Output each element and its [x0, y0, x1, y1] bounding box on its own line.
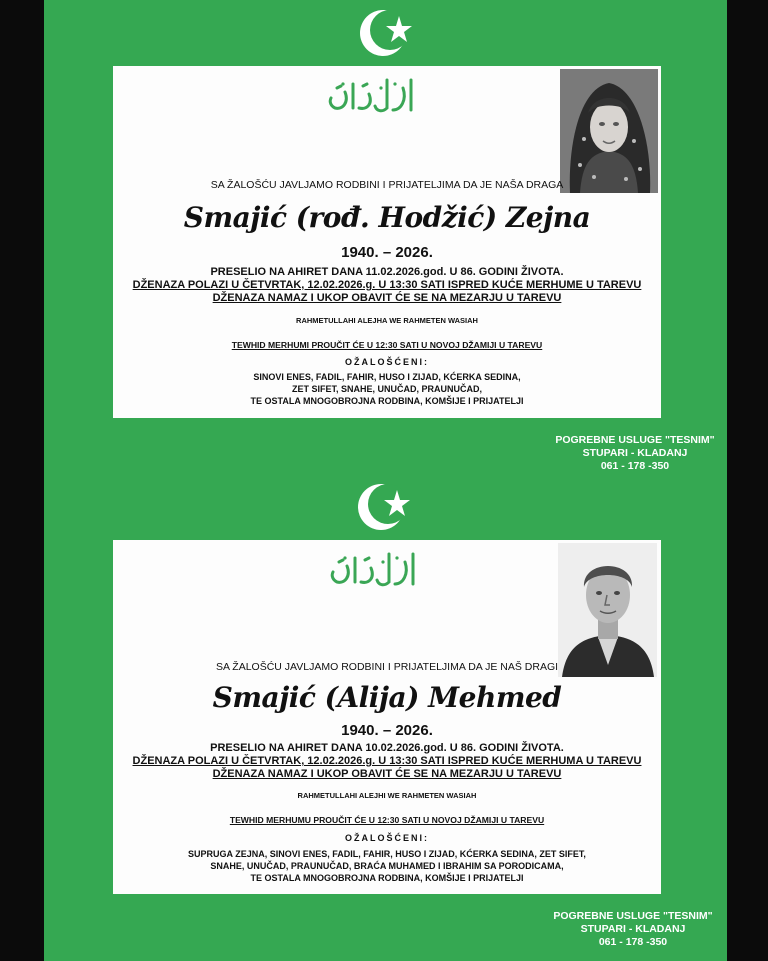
company-location: STUPARI - KLADANJ: [582, 447, 688, 459]
company-name: POGREBNE USLUGE "TESNIM": [555, 434, 715, 446]
company-name: POGREBNE USLUGE "TESNIM": [553, 910, 713, 922]
arabic-calligraphy-icon: [323, 74, 419, 116]
mourners-line: TE OSTALA MNOGOBROJNA RODBINA, KOMŠIJE I PRIJATELJI: [250, 396, 524, 406]
company-phone: 061 - 178 -350: [598, 936, 668, 948]
obituary-card-2: [113, 540, 661, 894]
green-sheet: [44, 0, 727, 961]
passed-away-date: PRESELIO NA AHIRET DANA 10.02.2026.god. U 86. GODINI ŽIVOTA.: [210, 742, 564, 754]
company-location: STUPARI - KLADANJ: [580, 923, 686, 935]
passed-away-date: PRESELIO NA AHIRET DANA 11.02.2026.god. U 86. GODINI ŽIVOTA.: [210, 266, 564, 278]
crescent-star-icon: [357, 6, 417, 60]
deceased-name: Smajić (Alija) Mehmed: [212, 681, 562, 714]
mourners-line: SNAHE, UNUČAD, PRAUNUČAD, BRAĆA MUHAMED I IBRAHIM SA PORODICAMA,: [210, 861, 564, 871]
mourners-line: TE OSTALA MNOGOBROJNA RODBINA, KOMŠIJE I PRIJATELJI: [250, 873, 524, 883]
obituary-card-1: [113, 66, 661, 418]
portrait-photo-woman: [560, 69, 658, 193]
portrait-photo-man: [558, 543, 657, 677]
company-phone: 061 - 178 -350: [600, 460, 670, 472]
arabic-calligraphy-icon: [325, 548, 421, 590]
tewhid-info: TEWHID MERHUMI PROUČIT ĆE U 12:30 SATI U NOVOJ DŽAMIJI U TAREVU: [231, 340, 543, 350]
crescent-star-icon: [355, 480, 415, 534]
mourners-line: SUPRUGA ZEJNA, SINOVI ENES, FADIL, FAHIR, HUSO I ZIJAD, KĆERKA SEDINA, ZET SIFET,: [188, 849, 586, 859]
funeral-departure: DŽENAZA POLAZI U ČETVRTAK, 12.02.2026.g. U 13:30 SATI ISPRED KUĆE MERHUMA U TAREVU: [132, 755, 642, 767]
funeral-service-footer-1: [540, 434, 730, 473]
prayer-phrase: RAHMETULLAHI ALEJHA WE RAHMETEN WASIAH: [296, 316, 478, 325]
mourners-title: OŽALOŠĆENI:: [345, 833, 429, 843]
mourners-line: ZET SIFET, SNAHE, UNUČAD, PRAUNUČAD,: [291, 384, 482, 394]
intro-text: SA ŽALOŠĆU JAVLJAMO RODBINI I PRIJATELJIMA DA JE NAŠ DRAGI: [215, 661, 559, 673]
intro-text: SA ŽALOŠĆU JAVLJAMO RODBINI I PRIJATELJIMA DA JE NAŠA DRAGA: [210, 179, 564, 191]
mourners-line: SINOVI ENES, FADIL, FAHIR, HUSO I ZIJAD, KĆERKA SEDINA,: [253, 372, 521, 382]
tewhid-info: TEWHID MERHUMU PROUČIT ĆE U 12:30 SATI U NOVOJ DŽAMIJI U TAREVU: [229, 815, 545, 825]
funeral-prayer-burial: DŽENAZA NAMAZ I UKOP OBAVIT ĆE SE NA MEZARJU U TAREVU: [212, 768, 562, 780]
life-years: 1940. – 2026.: [341, 244, 433, 261]
funeral-departure: DŽENAZA POLAZI U ČETVRTAK, 12.02.2026.g. U 13:30 SATI ISPRED KUĆE MERHUME U TAREVU: [132, 279, 642, 291]
mourners-title: OŽALOŠĆENI:: [345, 357, 429, 367]
life-years: 1940. – 2026.: [341, 722, 433, 739]
funeral-service-footer-2: [538, 910, 728, 949]
funeral-prayer-burial: DŽENAZA NAMAZ I UKOP OBAVIT ĆE SE NA MEZARJU U TAREVU: [212, 292, 562, 304]
deceased-name: Smajić (rođ. Hodžić) Zejna: [183, 201, 591, 234]
prayer-phrase: RAHMETULLAHI ALEJHI WE RAHMETEN WASIAH: [297, 791, 477, 800]
